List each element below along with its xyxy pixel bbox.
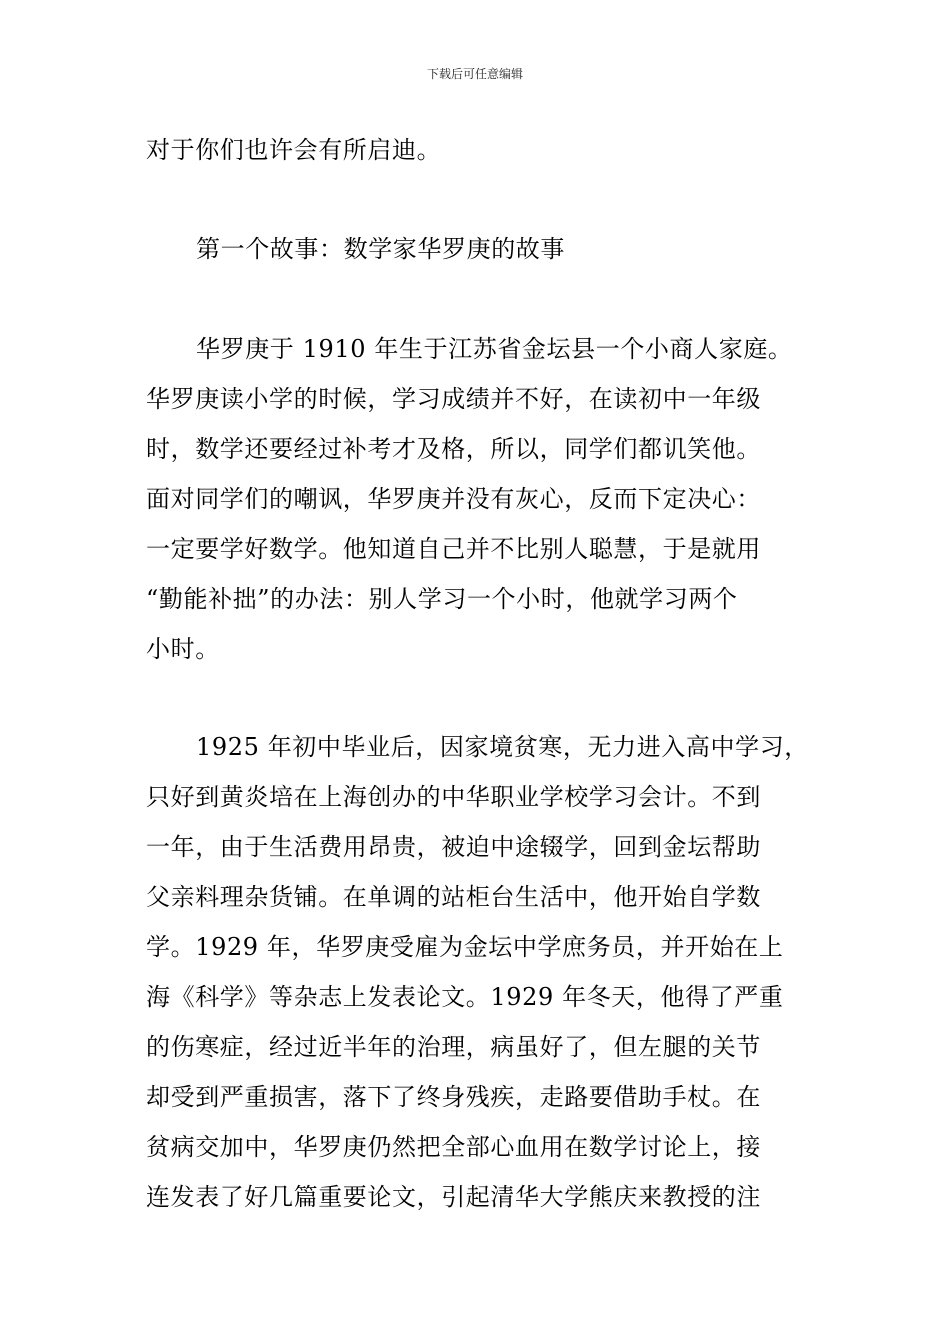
page-header: 下载后可任意编辑 [426, 67, 523, 81]
text-line: 1925 年初中毕业后，因家境贫寒，无力进入高中学习， [196, 733, 809, 761]
text-line: 贫病交加中，华罗庚仍然把全部心血用在数学讨论上，接 [146, 1133, 761, 1161]
story-heading: 第一个故事：数学家华罗庚的故事 [196, 235, 565, 263]
text-line: 学。1929 年，华罗庚受雇为金坛中学庶务员，并开始在上 [146, 933, 784, 961]
text-line: 一年，由于生活费用昂贵，被迫中途辍学，回到金坛帮助 [146, 833, 761, 861]
text-line: 一定要学好数学。他知道自己并不比别人聪慧，于是就用 [146, 535, 761, 563]
text-line: 小时。 [146, 635, 220, 663]
text-line: 时，数学还要经过补考才及格，所以，同学们都讥笑他。 [146, 435, 761, 463]
text-line: 华罗庚于 1910 年生于江苏省金坛县一个小商人家庭。 [196, 335, 793, 363]
text-line: “勤能补拙”的办法：别人学习一个小时，他就学习两个 [146, 585, 738, 613]
text-line: 的伤寒症，经过近半年的治理，病虽好了，但左腿的关节 [146, 1033, 761, 1061]
text-line: 只好到黄炎培在上海创办的中华职业学校学习会计。不到 [146, 783, 761, 811]
text-line: 父亲料理杂货铺。在单调的站柜台生活中，他开始自学数 [146, 883, 761, 911]
text-line: 华罗庚读小学的时候，学习成绩并不好，在读初中一年级 [146, 385, 761, 413]
text-line: 连发表了好几篇重要论文，引起清华大学熊庆来教授的注 [146, 1183, 761, 1211]
text-line: 海《科学》等杂志上发表论文。1929 年冬天，他得了严重 [146, 983, 784, 1011]
text-line: 面对同学们的嘲讽，华罗庚并没有灰心，反而下定决心： [146, 485, 761, 513]
text-line: 却受到严重损害，落下了终身残疾，走路要借助手杖。在 [146, 1083, 761, 1111]
text-line: 对于你们也许会有所启迪。 [146, 136, 442, 164]
